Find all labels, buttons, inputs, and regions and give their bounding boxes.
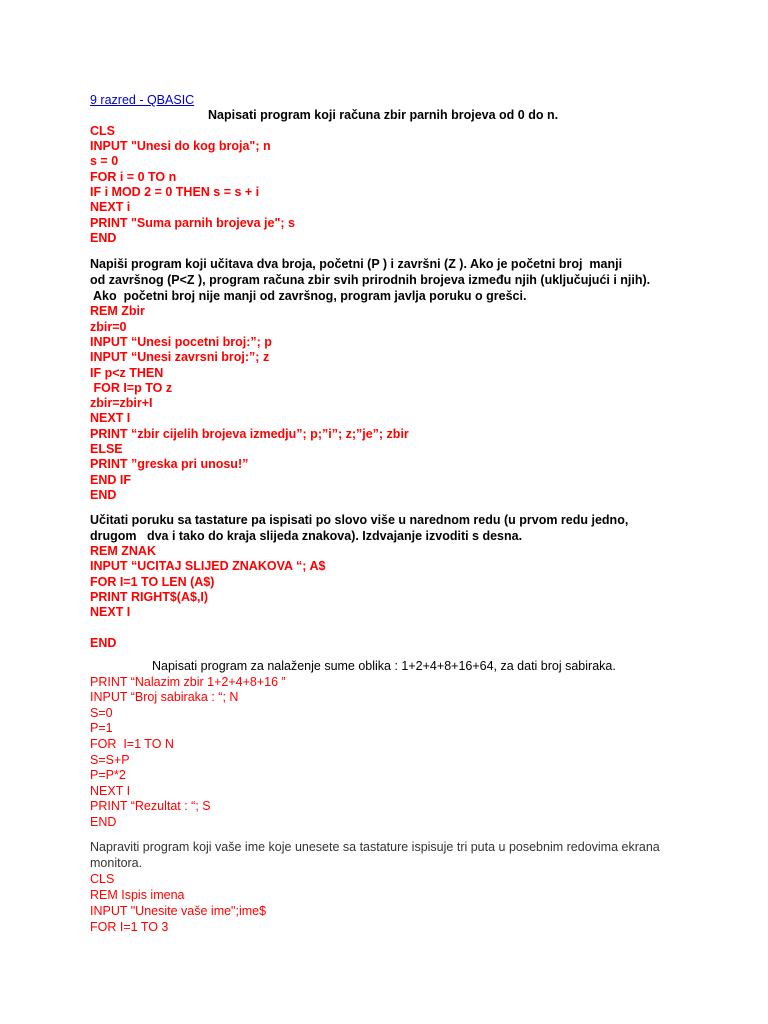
heading-line: Učitati poruku sa tastature pa ispisati po slovo više u narednom redu (u prvom redu jedno, [90, 513, 629, 527]
code-line: s = 0 [90, 154, 119, 169]
code-line: NEXT i [90, 200, 131, 215]
code-line: REM ZNAK [90, 544, 156, 558]
section-2 [90, 257, 690, 503]
code-line: END [90, 230, 117, 245]
code-line: zbir=0 [90, 319, 127, 334]
section-4-code [90, 675, 690, 831]
code-line: PRINT “Nalazim zbir 1+2+4+8+16 ” [90, 674, 286, 689]
code-line: END [90, 487, 117, 502]
section-5-code [90, 871, 690, 935]
code-line: REM Ispis imena [90, 888, 185, 902]
code-line: FOR I=1 TO N [90, 736, 174, 751]
code-line: REM Zbir [90, 304, 145, 319]
heading-line: od završnog (P<Z ), program računa zbir svih prirodnih brojeva između njih (uključujući i njih). [90, 272, 651, 287]
section-3-heading [90, 512, 690, 544]
code-line: INPUT “UCITAJ SLIJED ZNAKOVA “; A$ [90, 559, 326, 574]
heading-line: Napraviti program koji vaše ime koje unesete sa tastature ispisuje tri puta u posebnim redovima ekrana [90, 840, 660, 854]
section-2-heading [90, 257, 690, 304]
code-line: INPUT "Unesi do kog broja"; n [90, 139, 271, 154]
code-line: END [90, 814, 117, 829]
title-link[interactable]: 9 razred - QBASIC [90, 93, 195, 107]
code-line: NEXT I [90, 783, 131, 798]
heading-line: Napiši program koji učitava dva broja, početni (P ) i završni (Z ). Ako je početni broj manji [90, 257, 623, 271]
section-5 [90, 839, 690, 935]
code-line: S=S+P [90, 752, 130, 767]
code-line: P=1 [90, 721, 113, 736]
section-4 [90, 659, 690, 831]
code-line: FOR I=1 TO LEN (A$) [90, 574, 215, 589]
section-4-heading: Napisati program za nalaženje sume oblika : 1+2+4+8+16+64, za dati broj sabiraka. [152, 659, 616, 673]
code-line: PRINT “Rezultat : “; S [90, 799, 211, 814]
code-line: FOR I=1 TO 3 [90, 920, 169, 934]
code-line: NEXT I [90, 411, 131, 426]
section-5-heading [90, 839, 690, 871]
code-line: ELSE [90, 442, 123, 457]
code-line: S=0 [90, 705, 113, 720]
code-line: zbir=zbir+I [90, 396, 153, 411]
code-line: CLS [90, 872, 115, 886]
code-line: FOR i = 0 TO n [90, 169, 177, 184]
section-2-code [90, 304, 690, 503]
code-line: IF p<z THEN [90, 365, 164, 380]
section-1-code [90, 124, 690, 246]
code-line: CLS [90, 123, 115, 138]
section-1 [90, 108, 690, 246]
code-line: INPUT "Unesite vaše ime";ime$ [90, 904, 267, 918]
section-3-code [90, 544, 690, 651]
section-3 [90, 512, 690, 651]
code-line: INPUT “Broj sabiraka : “; N [90, 690, 239, 705]
code-line: FOR I=p TO z [90, 380, 173, 395]
code-line: P=P*2 [90, 768, 126, 783]
code-line: PRINT RIGHT$(A$,I) [90, 589, 209, 604]
code-line: INPUT “Unesi pocetni broj:”; p [90, 334, 272, 349]
code-line: INPUT “Unesi zavrsni broj:”; z [90, 350, 270, 365]
heading-line: drugom dva i tako do kraja slijeda znakova). Izdvajanje izvoditi s desna. [90, 529, 523, 543]
section-1-heading: Napisati program koji računa zbir parnih brojeva od 0 do n. [208, 108, 559, 122]
code-line: NEXT I [90, 605, 131, 620]
heading-line: monitora. [90, 856, 143, 870]
code-line: END IF [90, 472, 131, 487]
code-line: END [90, 635, 117, 650]
code-line: IF i MOD 2 = 0 THEN s = s + i [90, 184, 260, 199]
code-line: PRINT "Suma parnih brojeva je"; s [90, 215, 295, 230]
code-line: PRINT “zbir cijelih brojeva izmedju”; p;”i”; z;”je”; zbir [90, 426, 409, 441]
code-line [90, 620, 690, 635]
heading-line: Ako početni broj nije manji od završnog, program javlja poruku o grešci. [90, 288, 527, 303]
code-line: PRINT ”greska pri unosu!” [90, 457, 249, 472]
